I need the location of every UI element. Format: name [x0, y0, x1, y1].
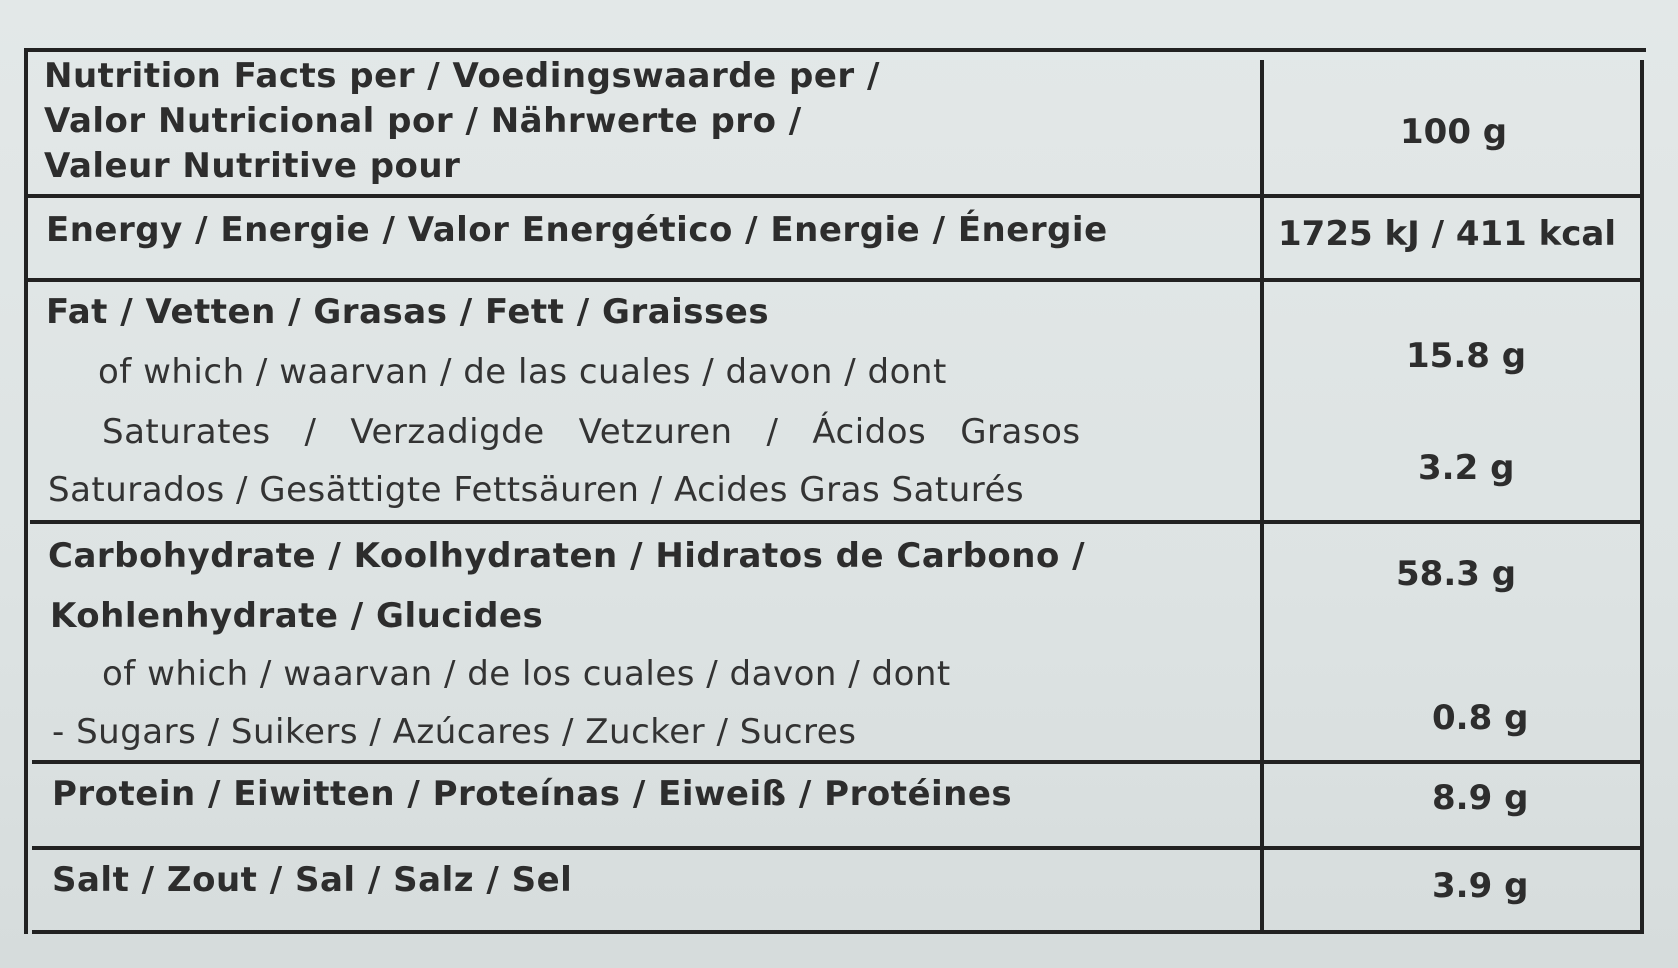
- row-divider-header: [24, 194, 1644, 198]
- sugars-label: - Sugars / Suikers / Azúcares / Zucker / Sucres: [52, 712, 857, 752]
- row-divider-protein: [32, 846, 1644, 850]
- header-label-line2: Valor Nutricional por / Nährwerte pro /: [44, 101, 802, 141]
- carbohydrate-of-which-label: of which / waarvan / de los cuales / davon / dont: [102, 654, 951, 694]
- protein-value: 8.9 g: [1432, 778, 1529, 818]
- header-label-line3: Valeur Nutritive pour: [44, 146, 461, 186]
- protein-label: Protein / Eiwitten / Proteínas / Eiweiß / Protéines: [52, 774, 1013, 814]
- row-divider-carbohydrate: [32, 760, 1644, 764]
- fat-of-which-label: of which / waarvan / de las cuales / davon / dont: [98, 352, 947, 392]
- fat-label: Fat / Vetten / Grasas / Fett / Graisses: [46, 292, 770, 332]
- salt-value: 3.9 g: [1432, 866, 1529, 906]
- table-border-top: [24, 48, 1646, 52]
- table-border-right: [1640, 60, 1644, 934]
- saturates-label-line1: Saturates / Verzadigde Vetzuren / Ácidos Grasos: [102, 412, 1081, 452]
- carbohydrate-value: 58.3 g: [1396, 554, 1517, 594]
- header-value: 100 g: [1400, 112, 1508, 152]
- sugars-value: 0.8 g: [1432, 698, 1529, 738]
- energy-value: 1725 kJ / 411 kcal: [1278, 214, 1616, 254]
- table-border-left: [24, 48, 28, 934]
- carbohydrate-label-line2: Kohlenhydrate / Glucides: [50, 596, 544, 636]
- energy-label: Energy / Energie / Valor Energético / Energie / Énergie: [46, 210, 1108, 250]
- salt-label: Salt / Zout / Sal / Salz / Sel: [52, 860, 573, 900]
- row-divider-fat: [30, 520, 1644, 524]
- header-label-line1: Nutrition Facts per / Voedingswaarde per /: [44, 56, 880, 96]
- saturates-value: 3.2 g: [1418, 448, 1515, 488]
- fat-value: 15.8 g: [1406, 336, 1527, 376]
- column-divider: [1260, 60, 1264, 934]
- saturates-label-line2: Saturados / Gesättigte Fettsäuren / Acides Gras Saturés: [48, 470, 1025, 510]
- row-divider-energy: [28, 278, 1644, 282]
- carbohydrate-label-line1: Carbohydrate / Koolhydraten / Hidratos de Carbono /: [48, 536, 1086, 576]
- table-border-bottom: [32, 930, 1644, 934]
